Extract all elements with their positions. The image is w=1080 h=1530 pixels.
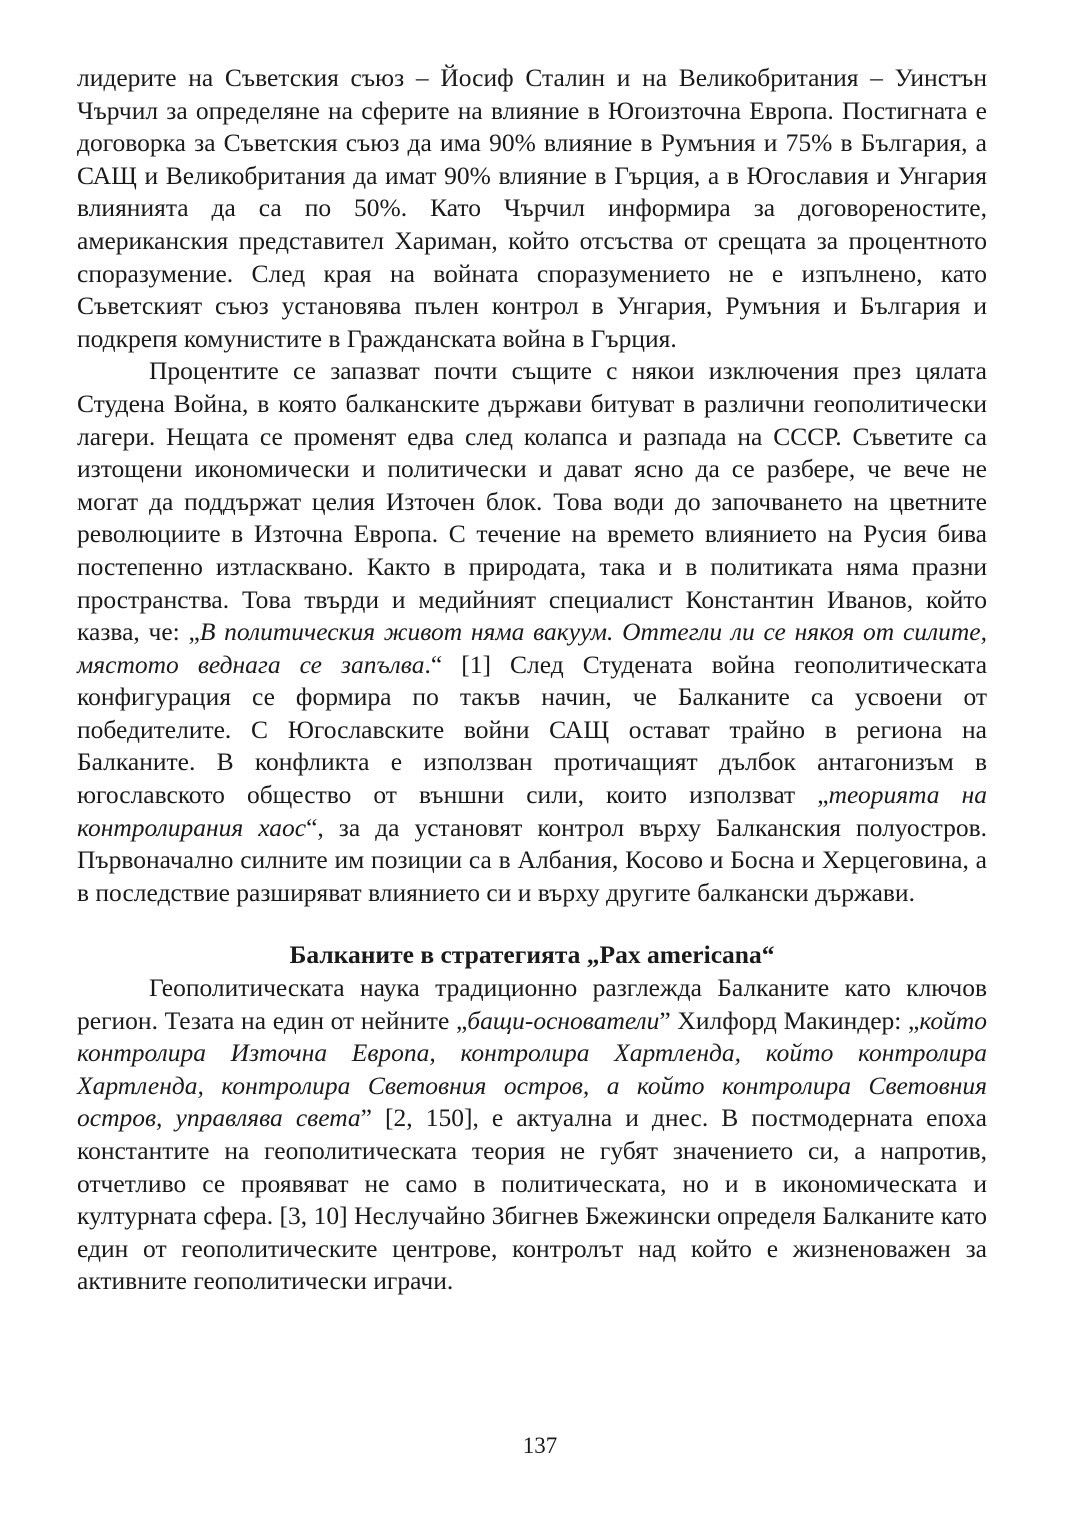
italic-text-segment: теорията на контролирания хаос [77,780,987,842]
text-segment: Процентите се запазват почти същите с някои изключения през цялата Студена Война, в която балканските държави битуват в различни геополитически лагери. Нещата се променят едва след колапса и разпада на СССР. Съветите са изтощени икономически и политически и дават ясно да се разбере, че вече не могат да поддържат целия Източен блок. Това води до започването на цветните революциите в Източна Европа. С течение на времето влиянието на Русия бива постепенно изтласквано. Както в природата, така и в политиката няма празни пространства. Това твърди и медийният специалист Константин Иванов, който казва, че: „ [77,356,987,647]
paragraph-1 [77,62,987,355]
italic-text-segment: който контролира Източна Европа, контролира Хартленда, който контролира Хартленда, контролира Световния остров, а който контролира Световния остров, управлява света [77,1005,987,1133]
text-segment: “, за да установят контрол върху Балканския полуостров. Първоначално силните им позиции са в Албания, Косово и Босна и Херцеговина, а в последствие разширяват влиянието си и върху другите балкански държави. [77,812,987,907]
italic-text-segment: В политическия живот няма вакуум. Оттегли ли се някоя от силите, мястото веднага се запълва [77,617,987,679]
italic-text-segment: бащи-основатели [467,1005,660,1035]
section-heading: Балканите в стратегията „Pax americana“ [289,940,775,970]
text-segment: .“ [1] След Студената война геополитическата конфигурация се формира по такъв начин, че Балканите са усвоени от победителите. С Югославските войни САЩ остават трайно в региона на Балканите. В конфликта е използван протичащият дълбок антагонизъм в югославското общество от външни сили, които използват „ [77,649,988,810]
text-segment: ” [2, 150], е актуална и днес. В постмодерната епоха константите на геополитическата теория не губят значението си, а напротив, отчетливо се проявяват не само в политическата, но и в икономическата и културната сфера. [3, 10] Неслучайно Збигнев Бжежински определя Балканите като един от геополитическите центрове, контролът над който е жизненоважен за активните геополитически играчи. [77,1103,987,1296]
text-segment: ” Хилфорд Макиндер: „ [659,1005,920,1035]
page-number: 137 [522,1433,558,1458]
page-body [77,62,987,1298]
paragraph-3 [77,972,987,1298]
paragraph-2 [77,355,987,909]
text-segment: Геополитическата наука традиционно разглежда Балканите като ключов регион. Тезата на един от нейните „ [77,973,987,1035]
text-segment: лидерите на Съветския съюз – Йосиф Сталин и на Великобритания – Уинстън Чърчил за определяне на сферите на влияние в Югоизточна Европа. Постигната е договорка за Съветския съюз да има 90% влияние в Румъния и 75% в България, а САЩ и Великобритания да имат 90% влияние в Гърция, а в Югославия и Унгария влиянията да са по 50%. Като Чърчил информира за договореностите, американския представител Хариман, който отсъства от срещата за процентното споразумение. След края на войната споразумението не е изпълнено, като Съветският съюз установява пълен контрол в Унгария, Румъния и България и подкрепя комунистите в Гражданската война в Гърция. [77,63,987,353]
